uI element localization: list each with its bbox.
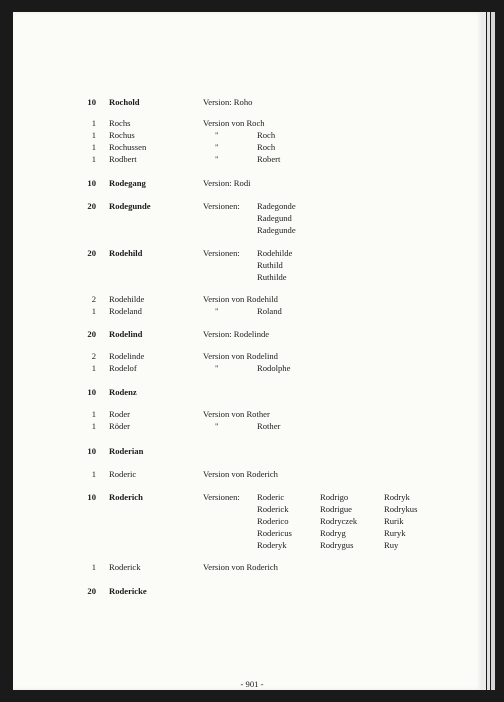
- version-name: Roch: [257, 130, 276, 140]
- version-name: Ruthild: [257, 260, 283, 270]
- ditto-mark: ": [215, 130, 219, 140]
- version-name: Rodrigue: [320, 504, 352, 514]
- version-name: Rother: [257, 421, 281, 431]
- entry-description: Versionen:: [203, 492, 240, 502]
- entry-frequency: 1: [91, 142, 96, 152]
- version-name: Ruy: [384, 540, 399, 550]
- page-edge: [487, 12, 490, 690]
- entry-frequency: 10: [87, 492, 96, 502]
- ditto-mark: ": [215, 154, 219, 164]
- ditto-mark: ": [215, 363, 219, 373]
- version-name: Ruryk: [384, 528, 406, 538]
- entry-name: Rochus: [109, 130, 135, 140]
- entry-name: Rodelinde: [109, 351, 145, 361]
- ditto-mark: ": [215, 421, 219, 431]
- entry-name: Roderich: [109, 492, 143, 502]
- version-name: Rodryczek: [320, 516, 358, 526]
- ditto-mark: ": [215, 142, 219, 152]
- page-number: - 901 -: [240, 679, 264, 689]
- version-name: Roch: [257, 142, 276, 152]
- entry-name: Röder: [109, 421, 131, 431]
- version-name: Roderico: [257, 516, 289, 526]
- entry-frequency: 1: [91, 409, 96, 419]
- entry-frequency: 20: [87, 329, 96, 339]
- entry-frequency: 1: [91, 421, 96, 431]
- version-name: Radegunde: [257, 225, 296, 235]
- entry-frequency: 10: [87, 387, 96, 397]
- entry-frequency: 2: [91, 294, 96, 304]
- entry-description: Version von Rother: [203, 409, 270, 419]
- version-name: Roderyk: [257, 540, 287, 550]
- entry-description: Version: Rodelinde: [203, 329, 270, 339]
- entry-frequency: 1: [91, 154, 96, 164]
- entry-description: Version von Rodelind: [203, 351, 278, 361]
- entry-description: Version von Roch: [203, 118, 265, 128]
- entry-name: Rodenz: [109, 387, 137, 397]
- version-name: Robert: [257, 154, 281, 164]
- entry-frequency: 1: [91, 118, 96, 128]
- entry-description: Version von Roderich: [203, 469, 278, 479]
- entry-frequency: 20: [87, 201, 96, 211]
- entry-frequency: 1: [91, 363, 96, 373]
- entry-frequency: 10: [87, 446, 96, 456]
- version-name: Rodolphe: [257, 363, 291, 373]
- entry-description: Version von Rodehild: [203, 294, 278, 304]
- entry-frequency: 1: [91, 562, 96, 572]
- version-name: Rodehilde: [257, 248, 293, 258]
- entry-name: Roderick: [109, 562, 141, 572]
- entry-name: Rodegunde: [109, 201, 151, 211]
- page-edge: [491, 12, 495, 690]
- entry-name: Roder: [109, 409, 131, 419]
- entry-name: Rochussen: [109, 142, 147, 152]
- ditto-mark: ": [215, 306, 219, 316]
- entry-description: Version: Rodi: [203, 178, 251, 188]
- entry-name: Rodehild: [109, 248, 143, 258]
- version-name: Rodrygus: [320, 540, 354, 550]
- entry-name: Roderian: [109, 446, 144, 456]
- entry-name: Rodelof: [109, 363, 137, 373]
- entry-name: Rodegang: [109, 178, 146, 188]
- entry-frequency: 10: [87, 97, 96, 107]
- version-name: Radegund: [257, 213, 292, 223]
- version-name: Roderick: [257, 504, 289, 514]
- version-name: Rodryk: [384, 492, 410, 502]
- version-name: Rodrykus: [384, 504, 418, 514]
- version-name: Rodericus: [257, 528, 292, 538]
- entry-frequency: 1: [91, 130, 96, 140]
- entry-name: Rodehilde: [109, 294, 145, 304]
- version-name: Roderic: [257, 492, 285, 502]
- entry-frequency: 10: [87, 178, 96, 188]
- version-name: Rodryg: [320, 528, 346, 538]
- entry-description: Version von Roderich: [203, 562, 278, 572]
- entry-name: Rodericke: [109, 586, 147, 596]
- entry-description: Version: Roho: [203, 97, 253, 107]
- entry-frequency: 2: [91, 351, 96, 361]
- version-name: Rurik: [384, 516, 404, 526]
- entry-frequency: 1: [91, 469, 96, 479]
- entry-frequency: 1: [91, 306, 96, 316]
- entry-frequency: 20: [87, 586, 96, 596]
- entry-name: Rochs: [109, 118, 131, 128]
- version-name: Rodrigo: [320, 492, 349, 502]
- entry-name: Rodbert: [109, 154, 137, 164]
- entry-name: Rodeland: [109, 306, 142, 316]
- entry-frequency: 20: [87, 248, 96, 258]
- version-name: Ruthilde: [257, 272, 287, 282]
- entry-name: Roderic: [109, 469, 137, 479]
- entry-name: Rodelind: [109, 329, 143, 339]
- entry-description: Versionen:: [203, 248, 240, 258]
- entry-description: Versionen:: [203, 201, 240, 211]
- page-edge: [483, 12, 486, 690]
- version-name: Roland: [257, 306, 282, 316]
- version-name: Radegonde: [257, 201, 296, 211]
- entry-name: Rochold: [109, 97, 140, 107]
